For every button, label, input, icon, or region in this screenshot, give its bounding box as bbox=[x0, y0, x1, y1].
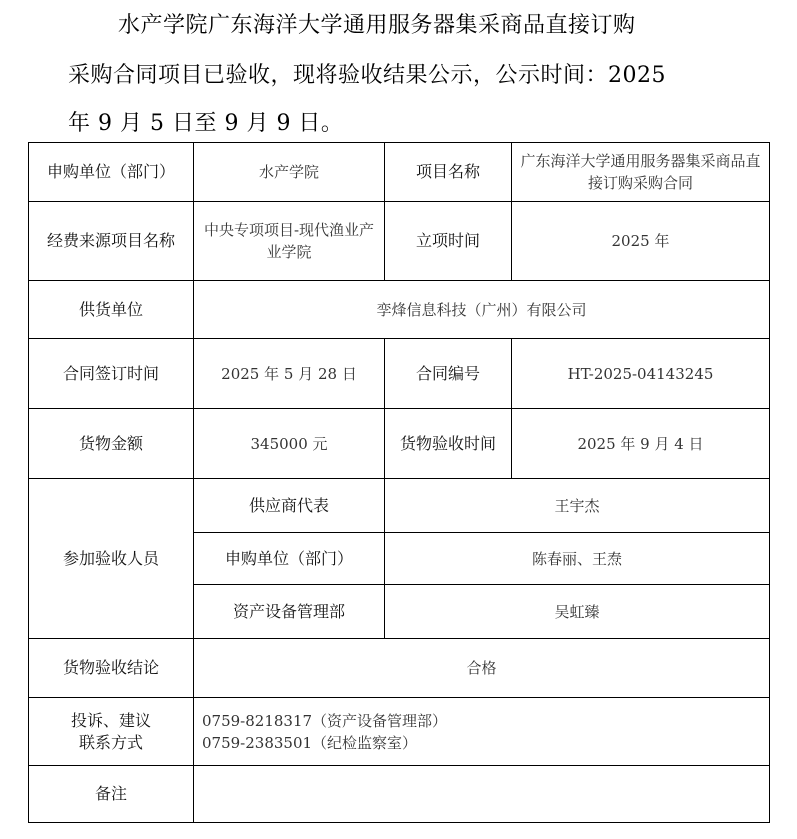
supplier-value: 孪烽信息科技（广州）有限公司 bbox=[194, 281, 770, 339]
remarks-value bbox=[194, 766, 770, 823]
table-row bbox=[29, 479, 770, 533]
table-row bbox=[29, 339, 770, 409]
project-date-value: 2025 年 bbox=[512, 202, 770, 281]
member-role: 申购单位（部门） bbox=[194, 533, 385, 585]
intro-line-2: 采购合同项目已验收，现将验收结果公示，公示时间：2025 bbox=[68, 63, 666, 88]
table-row bbox=[29, 698, 770, 766]
remarks-label: 备注 bbox=[29, 766, 194, 823]
project-date-label: 立项时间 bbox=[385, 202, 512, 281]
supplier-label: 供货单位 bbox=[29, 281, 194, 339]
contract-number-label: 合同编号 bbox=[385, 339, 512, 409]
member-role: 资产设备管理部 bbox=[194, 585, 385, 639]
purchasing-unit-value: 水产学院 bbox=[194, 143, 385, 202]
intro-line-1: 水产学院广东海洋大学通用服务器集采商品直接订购 bbox=[118, 13, 636, 38]
fund-source-value: 中央专项项目-现代渔业产业学院 bbox=[194, 202, 385, 281]
acceptance-members-label: 参加验收人员 bbox=[29, 479, 194, 639]
conclusion-label: 货物验收结论 bbox=[29, 639, 194, 698]
contact-label bbox=[29, 698, 194, 766]
conclusion-value: 合格 bbox=[194, 639, 770, 698]
contract-date-value: 2025 年 5 月 28 日 bbox=[194, 339, 385, 409]
contact-value bbox=[194, 698, 770, 766]
table-row bbox=[29, 143, 770, 202]
amount-label: 货物金额 bbox=[29, 409, 194, 479]
table-row bbox=[29, 639, 770, 698]
table-row bbox=[29, 202, 770, 281]
contract-number-value: HT-2025-04143245 bbox=[512, 339, 770, 409]
table-row bbox=[29, 766, 770, 823]
amount-value: 345000 元 bbox=[194, 409, 385, 479]
member-role: 供应商代表 bbox=[194, 479, 385, 533]
intro-line-3: 年 9 月 5 日至 9 月 9 日。 bbox=[68, 111, 344, 136]
fund-source-label: 经费来源项目名称 bbox=[29, 202, 194, 281]
acceptance-table bbox=[28, 142, 770, 823]
contract-date-label: 合同签订时间 bbox=[29, 339, 194, 409]
member-names: 吴虹臻 bbox=[385, 585, 770, 639]
contact-label-line-2: 联系方式 bbox=[78, 732, 143, 752]
contact-label-line-1: 投诉、建议 bbox=[70, 710, 151, 730]
acceptance-date-label: 货物验收时间 bbox=[385, 409, 512, 479]
member-names: 陈春丽、王焘 bbox=[385, 533, 770, 585]
acceptance-date-value: 2025 年 9 月 4 日 bbox=[512, 409, 770, 479]
purchasing-unit-label: 申购单位（部门） bbox=[29, 143, 194, 202]
project-name-value: 广东海洋大学通用服务器集采商品直接订购采购合同 bbox=[512, 143, 770, 202]
contact-phone-1: 0759-8218317（资产设备管理部） bbox=[202, 711, 448, 730]
contact-phone-2: 0759-2383501（纪检监察室） bbox=[202, 733, 418, 752]
member-names: 王宇杰 bbox=[385, 479, 770, 533]
project-name-label: 项目名称 bbox=[385, 143, 512, 202]
table-row bbox=[29, 409, 770, 479]
table-row bbox=[29, 281, 770, 339]
